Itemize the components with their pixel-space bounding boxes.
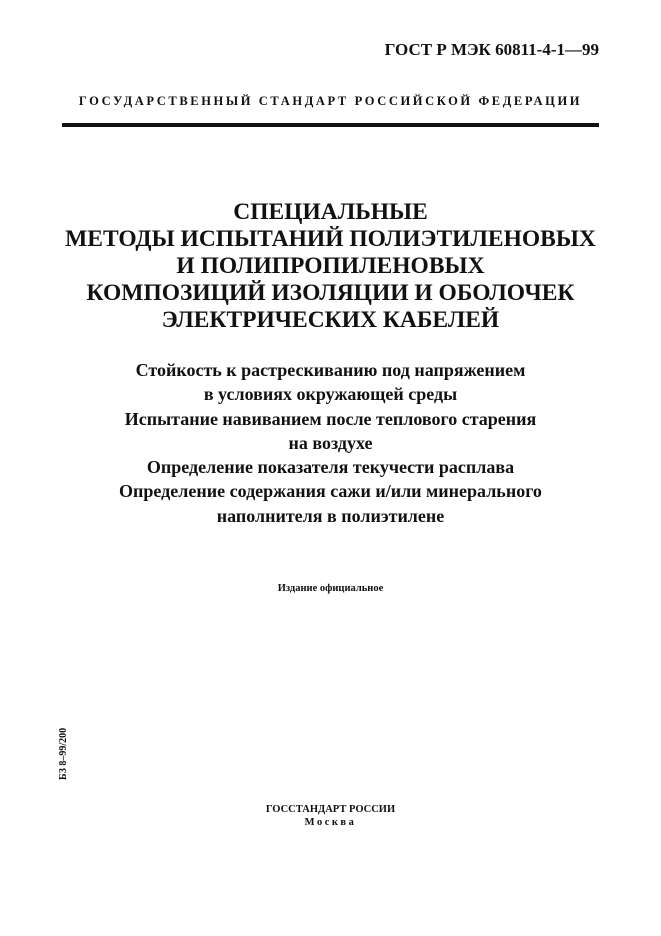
- subtitle-line: Определение показателя текучести расплава: [146, 457, 515, 478]
- publisher-name: ГОССТАНДАРТ РОССИИ: [265, 804, 396, 815]
- subtitle-line: Определение содержания сажи и/или минерального: [119, 481, 542, 502]
- subtitle-line: в условиях окружающей среды: [203, 384, 458, 405]
- header-divider: [62, 123, 599, 127]
- subtitle-line: наполнителя в полиэтилене: [216, 505, 445, 526]
- subtitle-line: Стойкость к растрескиванию под напряжением: [135, 360, 526, 380]
- main-title-line: СПЕЦИАЛЬНЫЕ: [233, 199, 428, 225]
- subtitle-line: на воздухе: [288, 432, 373, 453]
- subtitle: [30, 358, 631, 528]
- publisher-city: Москва: [304, 817, 357, 828]
- side-code-wrapper: [58, 728, 72, 780]
- main-title-line: КОМПОЗИЦИЙ ИЗОЛЯЦИИ И ОБОЛОЧЕК: [86, 280, 575, 306]
- edition-label: Издание официальное: [277, 583, 384, 594]
- main-title: [30, 199, 631, 334]
- subtitle-line: Испытание навиванием после теплового старения: [124, 408, 537, 429]
- side-code: БЗ 8–99/200: [58, 727, 69, 780]
- main-title-line: МЕТОДЫ ИСПЫТАНИЙ ПОЛИЭТИЛЕНОВЫХ: [65, 226, 596, 252]
- publisher: [0, 803, 661, 829]
- state-standard-heading: ГОСУДАРСТВЕННЫЙ СТАНДАРТ РОССИЙСКОЙ ФЕДЕРАЦИИ: [78, 94, 583, 108]
- main-title-line: И ПОЛИПРОПИЛЕНОВЫХ: [176, 253, 485, 279]
- main-title-line: ЭЛЕКТРИЧЕСКИХ КАБЕЛЕЙ: [161, 307, 500, 333]
- document-code: ГОСТ Р МЭК 60811-4-1—99: [384, 40, 599, 59]
